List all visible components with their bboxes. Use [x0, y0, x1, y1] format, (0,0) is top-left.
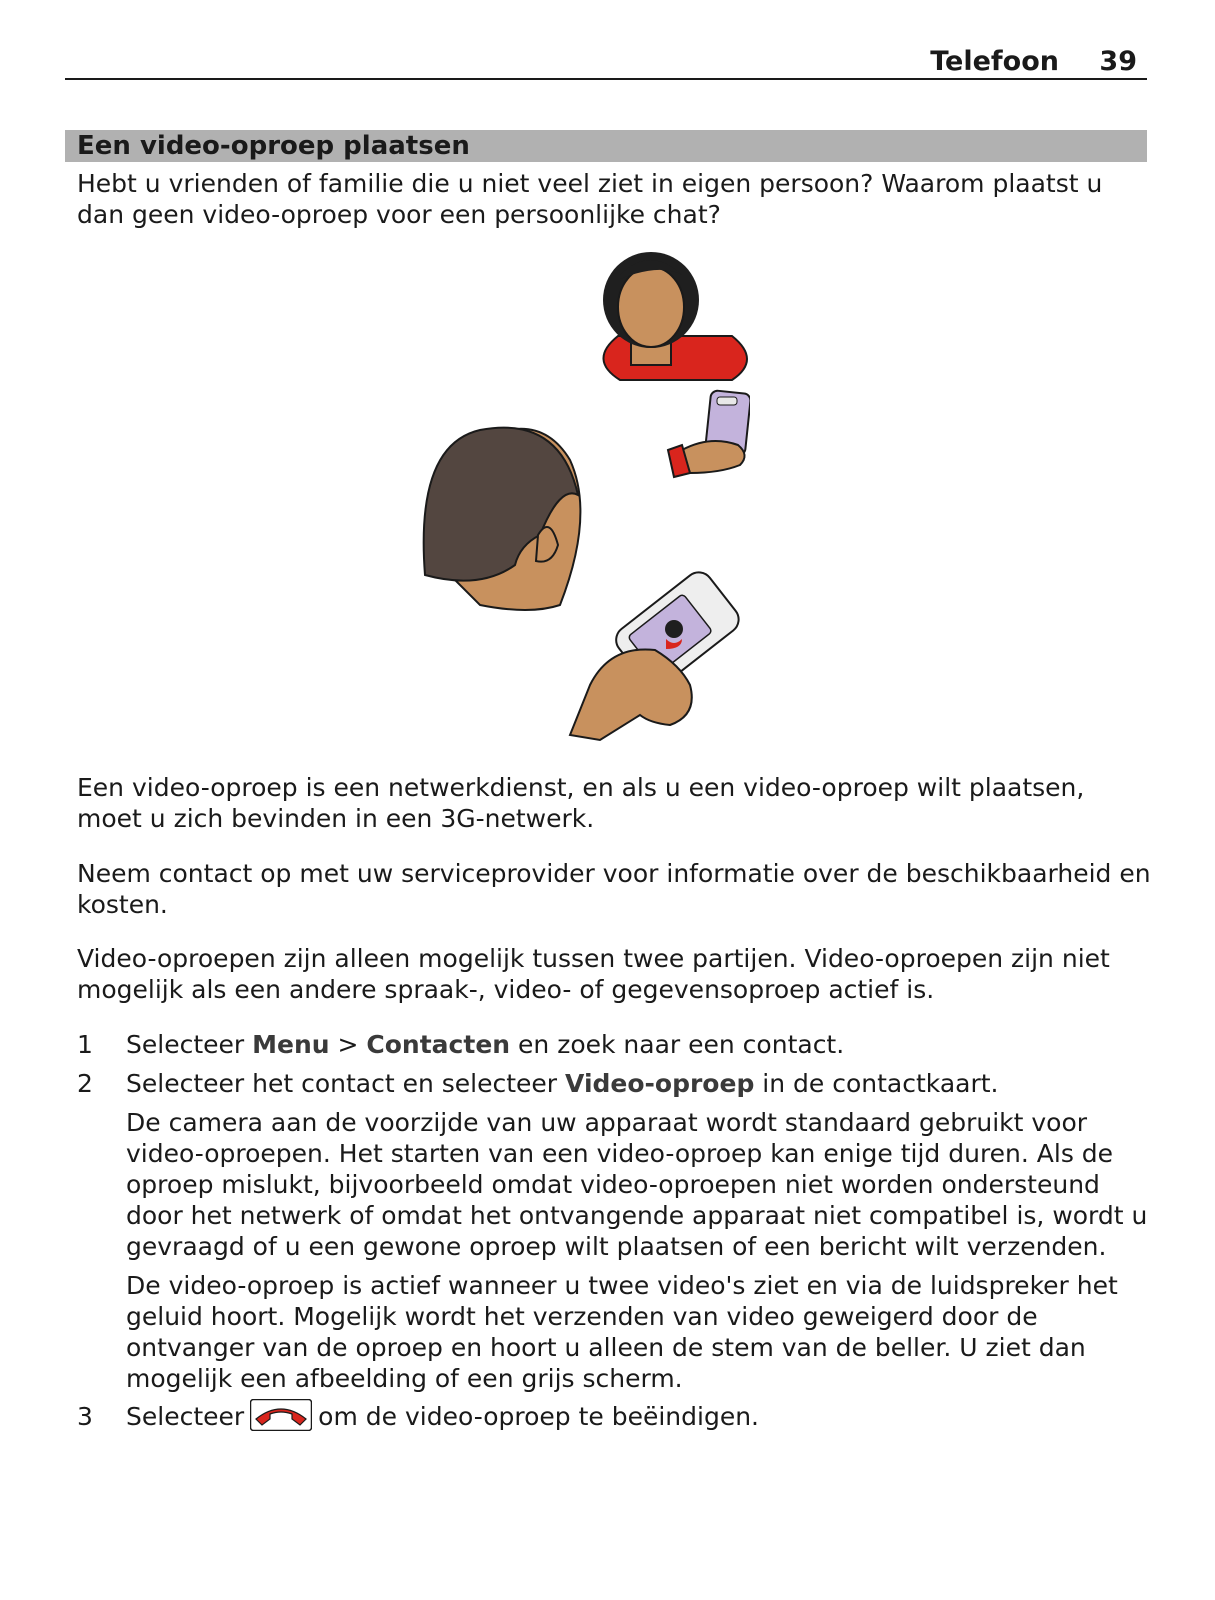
contacts-label: Contacten: [366, 1030, 511, 1059]
provider-paragraph: Neem contact op met uw serviceprovider voor informatie over de beschikbaarheid en kosten.: [77, 859, 1151, 919]
step-text: Selecteer: [126, 1030, 253, 1059]
step-text: om de video-oproep te beëindigen.: [318, 1402, 759, 1431]
end-call-icon: [250, 1399, 312, 1431]
menu-label: Menu: [252, 1030, 330, 1059]
intro-paragraph: Hebt u vrienden of familie die u niet veel ziet in eigen persoon? Waarom plaatst u dan geen video-oproep voor een persoonlijke chat?: [77, 169, 1103, 229]
step-text: en zoek naar een contact.: [510, 1030, 845, 1059]
step-text: Selecteer: [126, 1402, 245, 1431]
chapter-title: Telefoon: [930, 46, 1059, 77]
step-text: in de contactkaart.: [754, 1069, 999, 1098]
page-number: 39: [1099, 46, 1137, 77]
active-call-paragraph: De video-oproep is actief wanneer u twee video's ziet en via de luidspreker het geluid hoort. Mogelijk wordt het verzenden van video geweigerd door de ontvanger van de oproep en hoort u alleen de stem van de beller. U ziet dan mogelijk een afbeelding of een grijs scherm.: [126, 1271, 1118, 1393]
step-text: Selecteer het contact en selecteer: [126, 1069, 566, 1098]
step-number: 3: [77, 1402, 93, 1431]
separator: >: [329, 1030, 367, 1059]
video-call-label: Video-oproep: [565, 1069, 755, 1098]
camera-paragraph: De camera aan de voorzijde van uw apparaat wordt standaard gebruikt voor video-oproepen. Het starten van een video-oproep kan enige tijd duren. Als de oproep mislukt, bijvoorbeeld omdat video-oproepen niet worden ondersteund door het netwerk of omdat het ontvangende apparaat niet compatibel is, wordt u gevraagd of u een gewone oproep wilt plaatsen of een bericht wilt verzenden.: [126, 1108, 1148, 1261]
step-number: 1: [77, 1030, 93, 1059]
step-number: 2: [77, 1069, 93, 1098]
parties-paragraph: Video-oproepen zijn alleen mogelijk tussen twee partijen. Video-oproepen zijn niet mogelijk als een andere spraak-, video- of gegevensoproep actief is.: [77, 944, 1110, 1004]
section-title: Een video-oproep plaatsen: [65, 130, 1147, 162]
video-call-illustration: [420, 245, 750, 745]
network-paragraph: Een video-oproep is een netwerkdienst, en als u een video-oproep wilt plaatsen, moet u zich bevinden in een 3G-netwerk.: [77, 773, 1085, 833]
page-header: [65, 40, 1147, 80]
